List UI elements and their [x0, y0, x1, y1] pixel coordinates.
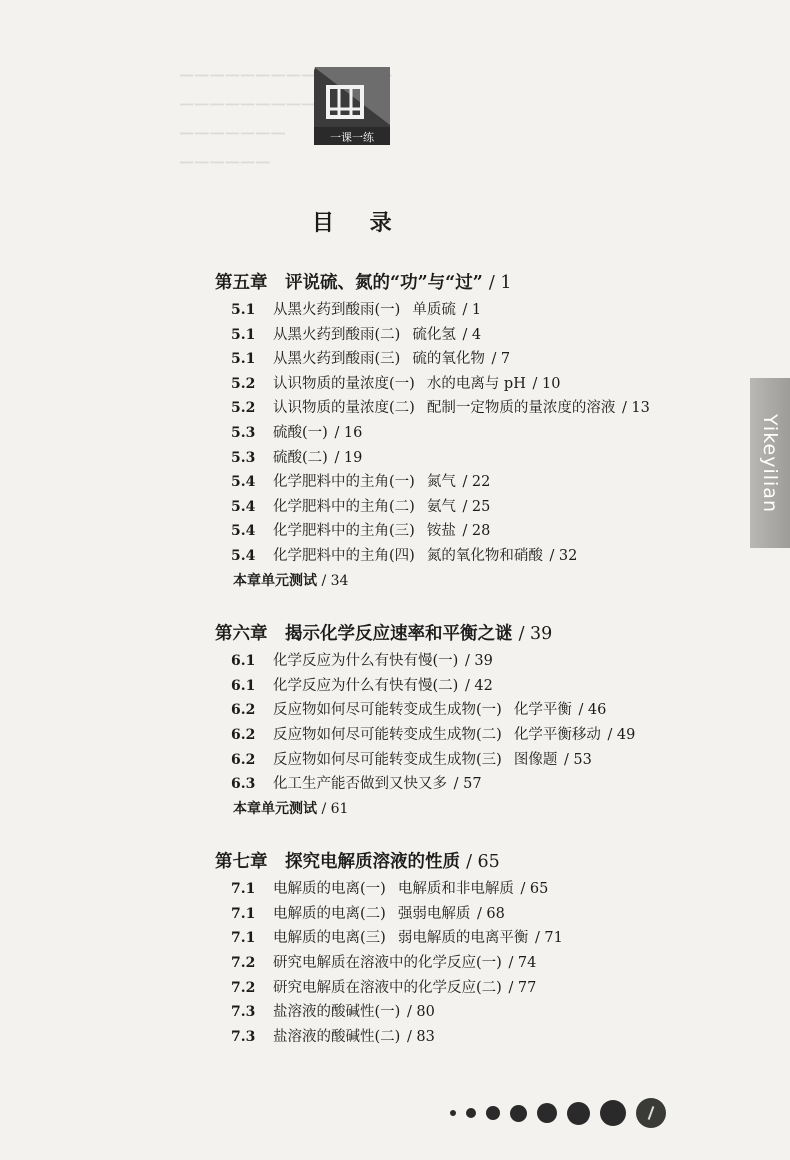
unit-test-entry[interactable] — [215, 569, 735, 594]
unit-test-label: 本章单元测试 — [233, 572, 317, 589]
section-number: 5.1 — [231, 326, 256, 343]
section-page-number: / 74 — [508, 955, 537, 972]
dot-icon — [486, 1106, 500, 1120]
section-page-number: / 39 — [464, 653, 493, 670]
section-page-number: / 28 — [462, 523, 491, 540]
section-subtitle: 硫化氢 — [412, 326, 456, 343]
page-mark-icon — [636, 1098, 666, 1128]
section-title: 从黑火药到酸雨(三) — [273, 351, 401, 368]
toc-section-entry[interactable] — [215, 902, 735, 927]
section-page-number: / 16 — [334, 424, 363, 441]
chapter-block — [215, 619, 735, 821]
section-page-number: / 80 — [406, 1004, 435, 1021]
logo-caption: 一课一练 — [330, 131, 374, 144]
section-subtitle: 化学平衡 — [513, 702, 572, 719]
section-title: 硫酸(二) — [273, 449, 328, 466]
section-number: 7.1 — [231, 881, 256, 898]
section-number: 5.2 — [231, 400, 256, 417]
section-title: 电解质的电离(二) — [273, 905, 386, 922]
section-page-number: / 83 — [406, 1028, 435, 1045]
dot-icon — [450, 1110, 456, 1116]
dot-icon — [600, 1100, 626, 1126]
section-title: 硫酸(一) — [273, 424, 328, 441]
toc-section-entry[interactable] — [215, 396, 735, 421]
section-title: 电解质的电离(三) — [273, 930, 386, 947]
toc-section-entry[interactable] — [215, 926, 735, 951]
section-title: 化学反应为什么有快有慢(一) — [273, 653, 459, 670]
chapter-page-number: / 39 — [518, 624, 553, 645]
section-page-number: / 49 — [607, 726, 636, 743]
section-page-number: / 77 — [508, 979, 537, 996]
section-title: 从黑火药到酸雨(一) — [273, 302, 401, 318]
toc-section-entry[interactable] — [215, 323, 735, 348]
ghost-line: ────── — [180, 151, 272, 176]
section-subtitle: 硫的氧化物 — [412, 351, 485, 368]
chapter-block — [215, 847, 735, 1049]
chapter-page-number: / 65 — [466, 852, 500, 873]
dot-icon — [537, 1103, 557, 1123]
section-title: 化学反应为什么有快有慢(二) — [273, 677, 459, 694]
section-page-number: / 25 — [462, 498, 491, 515]
section-page-number: / 32 — [549, 547, 578, 564]
section-page-number: / 65 — [520, 881, 549, 898]
toc-section-entry[interactable] — [215, 649, 735, 674]
ghost-line: ────────────── — [180, 64, 394, 89]
section-page-number: / 71 — [534, 930, 563, 947]
toc-section-entry[interactable] — [215, 698, 735, 723]
section-title: 研究电解质在溶液中的化学反应(二) — [273, 979, 502, 996]
toc-section-entry[interactable] — [215, 372, 735, 397]
toc-section-entry[interactable] — [215, 1000, 735, 1025]
section-number: 7.2 — [231, 955, 256, 972]
table-of-contents — [215, 268, 735, 1075]
section-page-number: / 19 — [334, 449, 363, 466]
chapter-heading[interactable] — [215, 847, 735, 877]
section-subtitle: 氮气 — [426, 474, 456, 491]
section-title: 盐溶液的酸碱性(一) — [273, 1004, 401, 1021]
section-number: 7.2 — [231, 979, 256, 996]
toc-section-entry[interactable] — [215, 1025, 735, 1050]
section-number: 5.4 — [231, 547, 256, 564]
section-title: 盐溶液的酸碱性(二) — [273, 1028, 401, 1045]
toc-section-entry[interactable] — [215, 495, 735, 520]
unit-test-entry[interactable] — [215, 797, 735, 822]
section-title: 化学肥料中的主角(二) — [273, 498, 415, 515]
section-number: 5.4 — [231, 474, 256, 491]
section-subtitle: 配制一定物质的量浓度的溶液 — [426, 400, 616, 417]
section-page-number: / 68 — [476, 905, 505, 922]
toc-section-entry[interactable] — [215, 674, 735, 699]
section-title: 从黑火药到酸雨(二) — [273, 326, 401, 343]
section-subtitle: 氮的氧化物和硝酸 — [426, 547, 543, 564]
section-subtitle: 电解质和非电解质 — [397, 881, 514, 898]
section-title: 化学肥料中的主角(一) — [273, 474, 415, 491]
chapter-title: 第七章 探究电解质溶液的性质 — [215, 852, 460, 873]
dot-icon — [466, 1108, 476, 1118]
section-title: 反应物如何尽可能转变成生成物(二) — [273, 726, 502, 743]
section-title: 研究电解质在溶液中的化学反应(一) — [273, 955, 502, 972]
section-subtitle: 氨气 — [426, 498, 456, 515]
toc-section-entry[interactable] — [215, 748, 735, 773]
section-subtitle: 图像题 — [513, 751, 558, 768]
section-page-number: / 57 — [453, 776, 482, 793]
section-title: 化学肥料中的主角(三) — [273, 523, 415, 540]
unit-test-label: 本章单元测试 — [233, 800, 317, 817]
section-title: 化学肥料中的主角(四) — [273, 547, 415, 564]
toc-section-entry[interactable] — [215, 470, 735, 495]
section-title: 反应物如何尽可能转变成生成物(一) — [273, 702, 502, 719]
section-page-number: / 42 — [464, 677, 493, 694]
section-page-number: / 22 — [462, 474, 491, 491]
dot-icon — [567, 1102, 590, 1125]
toc-section-entry[interactable] — [215, 544, 735, 569]
section-page-number: / 4 — [462, 326, 482, 343]
toc-section-entry[interactable] — [215, 976, 735, 1001]
section-subtitle: 水的电离与 pH — [426, 375, 526, 392]
chapter-title: 第五章 评说硫、氮的“功”与“过” — [215, 273, 483, 293]
chapter-page-number: / 1 — [488, 273, 512, 293]
logo-icon — [312, 65, 392, 147]
section-title: 认识物质的量浓度(二) — [273, 400, 415, 417]
section-subtitle: 单质硫 — [412, 302, 456, 318]
section-number: 6.2 — [231, 751, 256, 768]
section-number: 6.2 — [231, 726, 256, 743]
toc-section-entry[interactable] — [215, 772, 735, 797]
section-number: 5.4 — [231, 498, 256, 515]
chapter-heading[interactable] — [215, 268, 735, 298]
unit-test-page-number: / 61 — [321, 800, 349, 817]
section-page-number: / 13 — [621, 400, 650, 417]
toc-section-entry[interactable] — [215, 446, 735, 471]
unit-test-page-number: / 34 — [321, 572, 349, 589]
section-subtitle: 弱电解质的电离平衡 — [397, 930, 529, 947]
section-page-number: / 1 — [462, 302, 482, 318]
section-subtitle: 化学平衡移动 — [513, 726, 601, 743]
section-number: 5.1 — [231, 351, 256, 368]
section-number: 5.3 — [231, 449, 256, 466]
toc-section-entry[interactable] — [215, 877, 735, 902]
section-number: 5.4 — [231, 523, 256, 540]
publisher-logo — [312, 65, 392, 147]
section-number: 7.1 — [231, 905, 256, 922]
toc-section-entry[interactable] — [215, 298, 735, 323]
section-page-number: / 46 — [578, 702, 607, 719]
ghost-line: ────────── — [180, 93, 333, 118]
section-subtitle: 铵盐 — [426, 523, 456, 540]
section-title: 认识物质的量浓度(一) — [273, 375, 415, 392]
section-title: 电解质的电离(一) — [273, 881, 386, 898]
section-number: 7.3 — [231, 1004, 256, 1021]
toc-section-entry[interactable] — [215, 723, 735, 748]
chapter-block — [215, 268, 735, 593]
section-subtitle: 强弱电解质 — [397, 905, 471, 922]
section-title: 反应物如何尽可能转变成生成物(三) — [273, 751, 502, 768]
section-number: 7.3 — [231, 1028, 256, 1045]
section-title: 化工生产能否做到又快又多 — [273, 776, 447, 793]
side-tab-label: Yikeyilian — [759, 413, 781, 513]
page-title: 目 录 — [312, 210, 406, 236]
dot-icon — [510, 1105, 527, 1122]
section-page-number: / 53 — [563, 751, 592, 768]
decorative-dots — [450, 1088, 666, 1138]
section-number: 6.3 — [231, 776, 256, 793]
side-tab — [750, 378, 790, 548]
chapter-title: 第六章 揭示化学反应速率和平衡之谜 — [215, 624, 513, 645]
section-number: 6.1 — [231, 653, 256, 670]
section-number: 5.2 — [231, 375, 256, 392]
section-number: 6.1 — [231, 677, 256, 694]
section-page-number: / 7 — [491, 351, 511, 368]
toc-section-entry[interactable] — [215, 347, 735, 372]
toc-section-entry[interactable] — [215, 421, 735, 446]
toc-section-entry[interactable] — [215, 951, 735, 976]
section-number: 5.3 — [231, 424, 256, 441]
chapter-heading[interactable] — [215, 619, 735, 649]
section-number: 7.1 — [231, 930, 256, 947]
toc-section-entry[interactable] — [215, 519, 735, 544]
section-number: 6.2 — [231, 702, 256, 719]
ghost-line: ─────── — [180, 122, 287, 147]
section-number: 5.1 — [231, 302, 256, 318]
section-page-number: / 10 — [532, 375, 561, 392]
